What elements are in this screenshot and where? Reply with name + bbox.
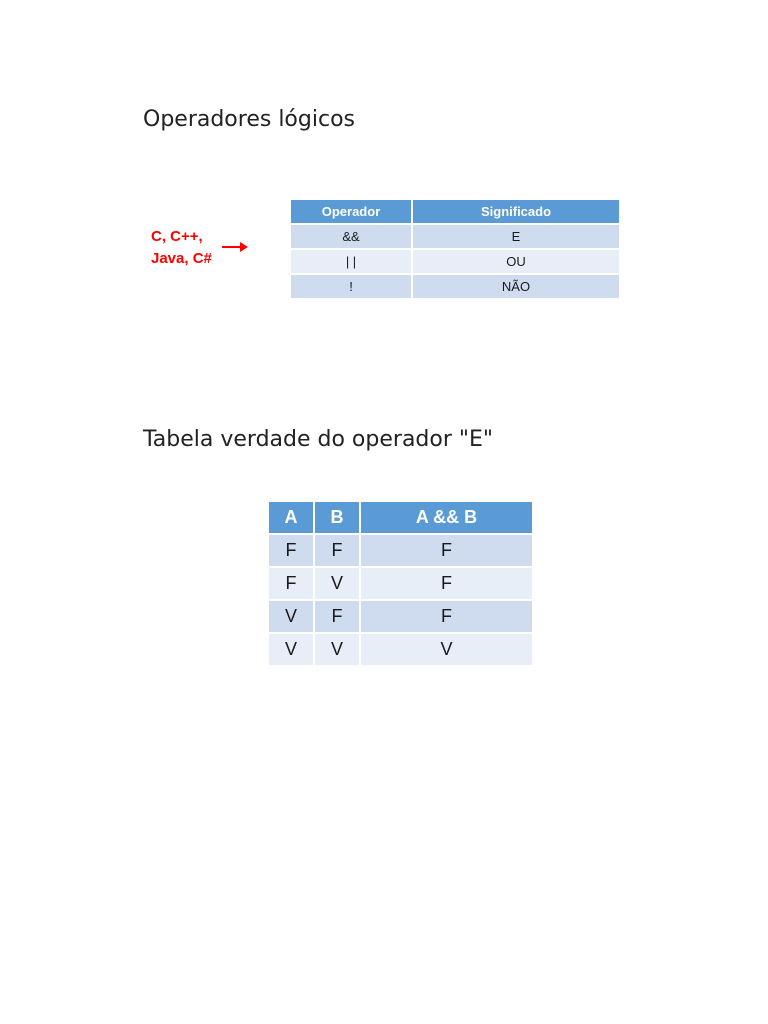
truth-cell-b: V bbox=[314, 567, 360, 600]
operators-heading: Operadores lógicos bbox=[143, 107, 355, 132]
table-row bbox=[290, 249, 620, 274]
truth-header-a: A bbox=[268, 502, 314, 534]
operators-header-operator: Operador bbox=[290, 200, 412, 224]
table-row bbox=[268, 600, 533, 633]
truth-cell-a: F bbox=[268, 567, 314, 600]
truth-cell-b: F bbox=[314, 534, 360, 567]
operators-table bbox=[289, 200, 621, 300]
truth-header-b: B bbox=[314, 502, 360, 534]
languages-line-1: C, C++, bbox=[151, 228, 203, 245]
truth-cell-a: F bbox=[268, 534, 314, 567]
truth-cell-result: V bbox=[360, 633, 533, 666]
truth-cell-result: F bbox=[360, 534, 533, 567]
operators-header-meaning: Significado bbox=[412, 200, 620, 224]
truth-cell-a: V bbox=[268, 633, 314, 666]
meaning-cell: E bbox=[412, 224, 620, 249]
table-row bbox=[268, 534, 533, 567]
truth-table-header-row bbox=[268, 502, 533, 534]
truth-cell-a: V bbox=[268, 600, 314, 633]
meaning-cell: NÃO bbox=[412, 274, 620, 299]
operator-cell: | | bbox=[290, 249, 412, 274]
truth-cell-result: F bbox=[360, 600, 533, 633]
operator-cell: && bbox=[290, 224, 412, 249]
languages-line-2: Java, C# bbox=[151, 250, 212, 267]
operator-cell: ! bbox=[290, 274, 412, 299]
truth-table-heading: Tabela verdade do operador "E" bbox=[143, 427, 494, 452]
truth-cell-result: F bbox=[360, 567, 533, 600]
meaning-cell: OU bbox=[412, 249, 620, 274]
truth-header-result: A && B bbox=[360, 502, 533, 534]
table-row bbox=[290, 224, 620, 249]
truth-cell-b: V bbox=[314, 633, 360, 666]
table-row bbox=[290, 274, 620, 299]
truth-cell-b: F bbox=[314, 600, 360, 633]
table-row bbox=[268, 633, 533, 666]
table-row bbox=[268, 567, 533, 600]
truth-table bbox=[267, 502, 534, 667]
arrow-right-icon bbox=[222, 241, 248, 253]
languages-annotation bbox=[151, 226, 212, 270]
operators-table-header-row bbox=[290, 200, 620, 224]
